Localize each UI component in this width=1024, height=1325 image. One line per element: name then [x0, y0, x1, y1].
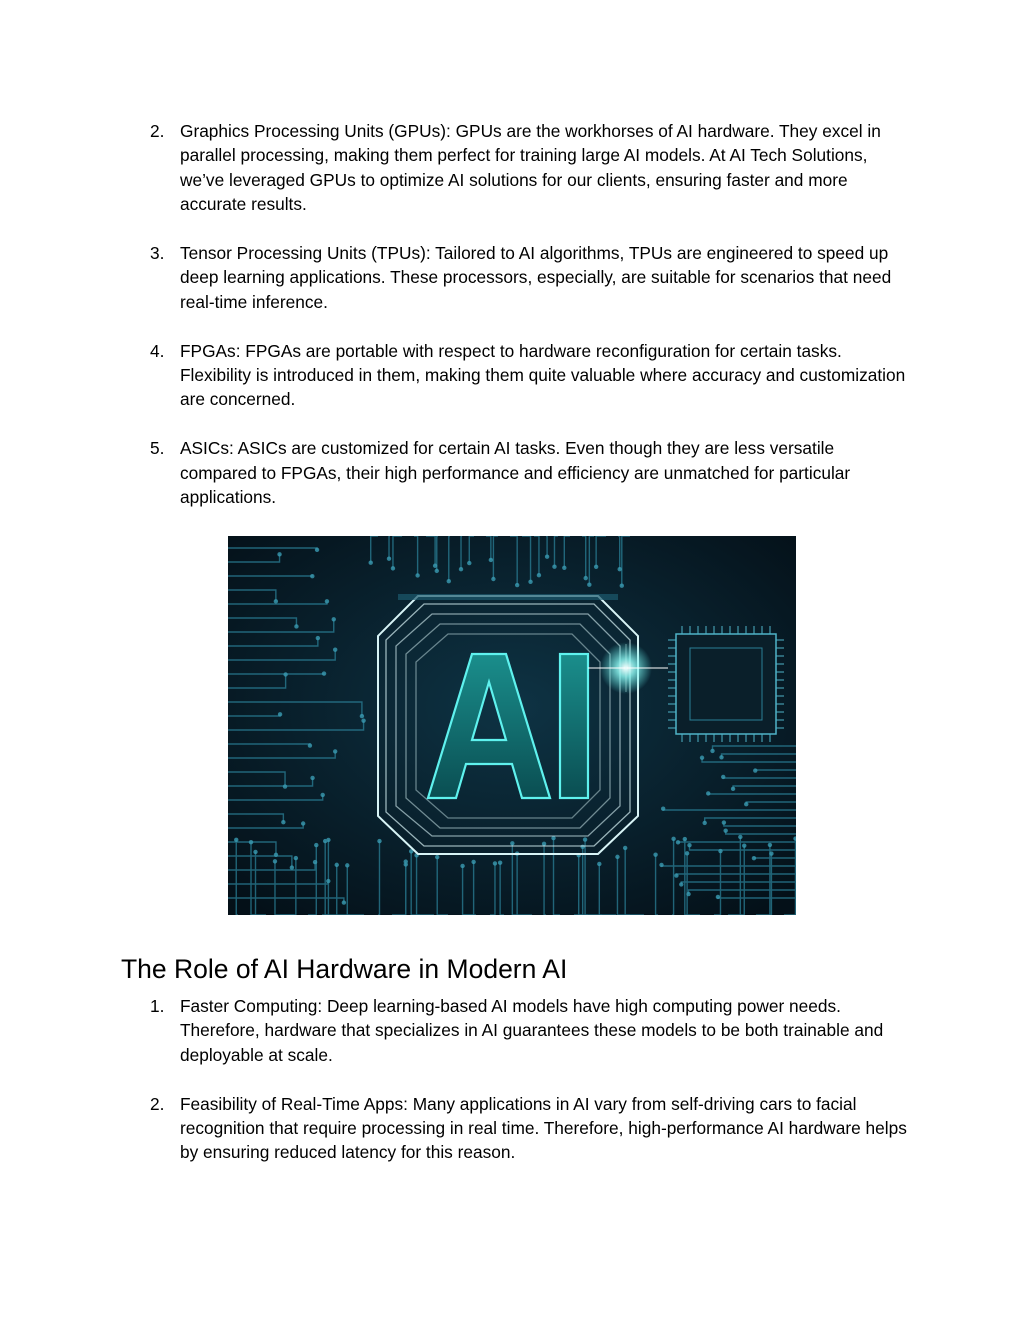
list-text: FPGAs: FPGAs are portable with respect to hardware reconfiguration for certain tasks. Flexibility is introduced in them, making them quite valuable where accuracy and customization are concerned.	[180, 340, 906, 410]
list-item	[150, 241, 910, 314]
side-chip-icon	[668, 626, 784, 742]
role-list	[150, 994, 910, 1165]
list-item	[150, 1092, 910, 1165]
list-number: 1.	[150, 996, 165, 1016]
list-item	[150, 994, 910, 1067]
list-number: 2.	[150, 121, 165, 141]
hardware-types-list	[150, 119, 910, 509]
list-text: ASICs: ASICs are customized for certain AI tasks. Even though they are less versatile compared to FPGAs, their high performance and efficiency are unmatched for particular applications.	[180, 438, 851, 508]
list-item	[150, 339, 910, 412]
list-item	[150, 436, 910, 509]
ai-chip-image	[228, 536, 796, 915]
list-number: 3.	[150, 243, 165, 264]
list-number: 4.	[150, 340, 165, 361]
list-number: 2.	[150, 1093, 165, 1114]
list-text: Tensor Processing Units (TPUs): Tailored to AI algorithms, TPUs are engineered to speed up deep learning applications. These processors, especially, are suitable for scenarios that need real-time inference.	[180, 243, 892, 312]
list-item	[150, 119, 910, 217]
section-heading: The Role of AI Hardware in Modern AI	[121, 954, 568, 984]
list-text: Graphics Processing Units (GPUs): GPUs are the workhorses of AI hardware. They excel in parallel processing, making them perfect for training large AI models. At AI Tech Solutions, we’ve leveraged GPUs to optimize AI solutions for our clients, ensuring faster and more accurate results.	[180, 121, 881, 215]
list-text: Faster Computing: Deep learning-based AI models have high computing power needs. Therefore, hardware that specializes in AI guarantees these models to be both trainable and deployable at scale.	[180, 996, 884, 1065]
list-text: Feasibility of Real-Time Apps: Many applications in AI vary from self-driving cars to facial recognition that require processing in real time. Therefore, high-performance AI hardware helps by ensuring reduced latency for this reason.	[180, 1093, 907, 1163]
list-number: 5.	[150, 438, 165, 459]
